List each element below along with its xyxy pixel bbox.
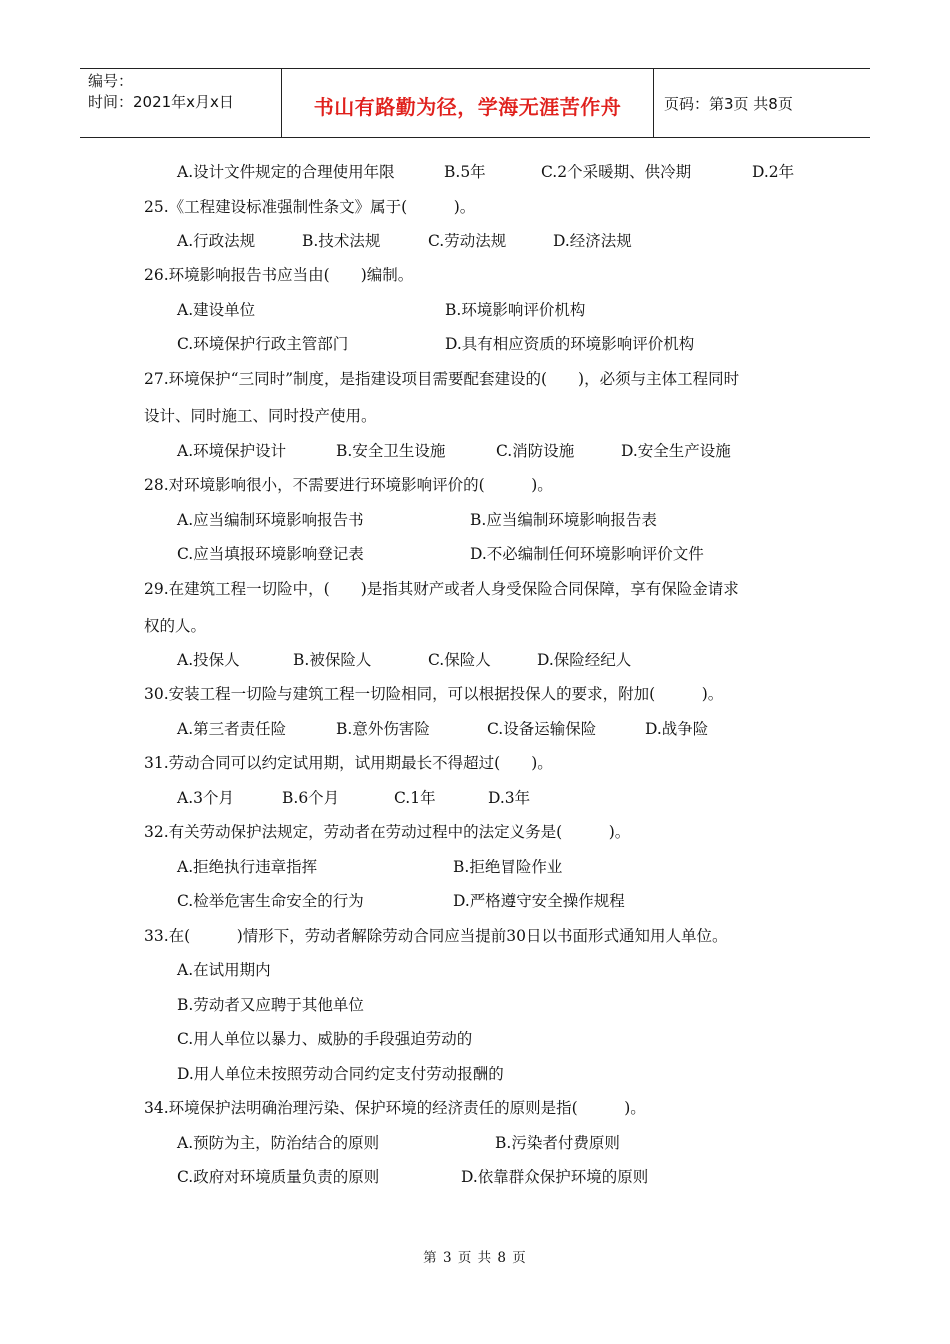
q33-option-a: A.在试用期内 (177, 961, 271, 979)
page-code: 页码：第3页 共8页 (664, 94, 793, 113)
time-label: 时间：2021年x月x日 (88, 93, 234, 111)
question-34: 34.环境保护法明确治理污染、保护环境的经济责任的原则是指( )。 (144, 1099, 646, 1117)
q27-option-a: A.环境保护设计 (177, 442, 287, 460)
q26-option-a: A.建设单位 (177, 301, 256, 319)
q25-option-a: A.行政法规 (177, 232, 256, 250)
q29-option-c: C.保险人 (428, 651, 491, 669)
question-28: 28.对环境影响很小，不需要进行环境影响评价的( )。 (144, 476, 553, 494)
q28-option-d: D.不必编制任何环境影响评价文件 (470, 545, 704, 563)
page-header (80, 68, 870, 138)
question-33: 33.在( )情形下，劳动者解除劳动合同应当提前30日以书面形式通知用人单位。 (144, 927, 728, 945)
q30-option-b: B.意外伤害险 (336, 720, 430, 738)
q34-option-c: C.政府对环境质量负责的原则 (177, 1168, 380, 1186)
q27-option-b: B.安全卫生设施 (336, 442, 446, 460)
q34-option-d: D.依靠群众保护环境的原则 (461, 1168, 649, 1186)
q26-option-b: B.环境影响评价机构 (445, 301, 586, 319)
q30-option-a: A.第三者责任险 (177, 720, 287, 738)
q24-option-b: B.5年 (444, 163, 486, 181)
serial-label: 编号： (88, 72, 134, 90)
header-motto-cell (282, 69, 654, 137)
question-30: 30.安装工程一切险与建筑工程一切险相同，可以根据投保人的要求，附加( )。 (144, 685, 724, 703)
q25-option-c: C.劳动法规 (428, 232, 507, 250)
q29-option-d: D.保险经纪人 (537, 651, 632, 669)
q29-option-b: B.被保险人 (293, 651, 372, 669)
q24-option-a: A.设计文件规定的合理使用年限 (177, 163, 395, 181)
q33-option-d: D.用人单位未按照劳动合同约定支付劳动报酬的 (177, 1065, 504, 1083)
page-footer: 第 3 页 共 8 页 (423, 1250, 527, 1266)
q33-option-c: C.用人单位以暴力、威胁的手段强迫劳动的 (177, 1030, 473, 1048)
q28-option-a: A.应当编制环境影响报告书 (177, 511, 364, 529)
question-27-line-2: 设计、同时施工、同时投产使用。 (144, 407, 377, 425)
q31-option-d: D.3年 (488, 789, 531, 807)
q27-option-c: C.消防设施 (496, 442, 575, 460)
q31-option-b: B.6个月 (282, 789, 340, 807)
q33-option-b: B.劳动者又应聘于其他单位 (177, 996, 364, 1014)
q27-option-d: D.安全生产设施 (621, 442, 731, 460)
q29-option-a: A.投保人 (177, 651, 240, 669)
q26-option-d: D.具有相应资质的环境影响评价机构 (445, 335, 695, 353)
q32-option-a: A.拒绝执行违章指挥 (177, 858, 318, 876)
q25-option-d: D.经济法规 (553, 232, 632, 250)
q26-option-c: C.环境保护行政主管部门 (177, 335, 349, 353)
q28-option-b: B.应当编制环境影响报告表 (470, 511, 657, 529)
q32-option-c: C.检举危害生命安全的行为 (177, 892, 364, 910)
q34-option-a: A.预防为主，防治结合的原则 (177, 1134, 380, 1152)
q34-option-b: B.污染者付费原则 (495, 1134, 620, 1152)
question-25: 25.《工程建设标准强制性条文》属于( )。 (144, 198, 476, 216)
motto: 书山有路勤为径，学海无涯苦作舟 (313, 94, 622, 119)
question-27-line-1: 27.环境保护“三同时”制度，是指建设项目需要配套建设的( )，必须与主体工程同时 (144, 370, 740, 388)
question-32: 32.有关劳动保护法规定，劳动者在劳动过程中的法定义务是( )。 (144, 823, 631, 841)
q32-option-b: B.拒绝冒险作业 (453, 858, 563, 876)
question-31: 31.劳动合同可以约定试用期，试用期最长不得超过( )。 (144, 754, 553, 772)
q32-option-d: D.严格遵守安全操作规程 (453, 892, 625, 910)
q24-option-c: C.2个采暖期、供冷期 (541, 163, 692, 181)
question-26: 26.环境影响报告书应当由( )编制。 (144, 266, 414, 284)
question-29-line-1: 29.在建筑工程一切险中，( )是指其财产或者人身受保险合同保障，享有保险金请求 (144, 580, 739, 598)
q25-option-b: B.技术法规 (302, 232, 381, 250)
q31-option-c: C.1年 (394, 789, 436, 807)
q30-option-d: D.战争险 (645, 720, 709, 738)
q28-option-c: C.应当填报环境影响登记表 (177, 545, 364, 563)
header-meta (80, 69, 282, 137)
q24-option-d: D.2年 (752, 163, 795, 181)
header-page-cell (654, 69, 870, 137)
q31-option-a: A.3个月 (177, 789, 234, 807)
question-29-line-2: 权的人。 (144, 617, 207, 635)
q30-option-c: C.设备运输保险 (487, 720, 597, 738)
